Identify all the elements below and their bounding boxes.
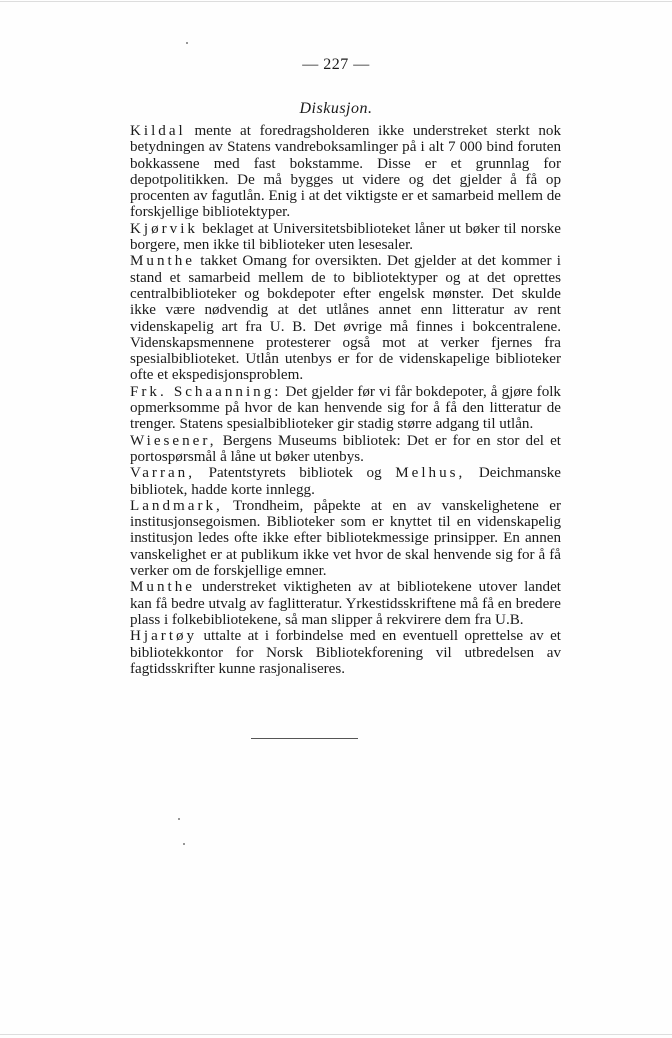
speaker-name: Hjartøy	[130, 628, 198, 645]
paragraph-text: understreket viktigheten av at bibliotekene utover landet kan få bedre utvalg av faglitteratur. Yrkestidsskriftene må få en bredere plass i folkebibliotekene, så man slipper å rekvirere dem fra U.B.	[130, 579, 561, 628]
speaker-name: Kildal	[130, 123, 186, 139]
paragraph-text: takket Omang for oversikten. Det gjelder at det kommer i stand et samarbeid mellem de to bibliotektyper og at det oprettes centralbiblioteker og bokdepoter efter engelsk mønster. Det skulde ikke være nødvendig at det utlånes annet enn litteratur av rent videnskapelig art fra U. B. Det øvrige må finnes i bokcentralene. Videnskapsmennene protesterer også mot at verker fjernes fra spesialbiblioteket. Utlån utenbys er for de videnskapelige biblioteker ofte et ekspedisjonsproblem.	[130, 253, 561, 384]
scan-speck	[183, 843, 185, 845]
scan-top-edge	[0, 1, 672, 2]
end-divider	[251, 738, 358, 739]
discussion-body	[112, 123, 561, 677]
speaker-name: Frk. Schaanning:	[130, 383, 282, 400]
paragraph	[112, 465, 561, 498]
paragraph-text: mente at foredragsholderen ikke understreket sterkt nok betydningen av Statens vandreboksamlinger på i alt 7 000 bind foruten bokkassene med fast bokstamme. Disse er et grunnlag for depotpolitikken. De må bygges ut videre og det gjelder å få op procenten av fagutlån. Enig i at det viktigste er et samarbeid mellem de forskjellige bibliotektyper.	[130, 123, 561, 221]
paragraph-text: Det gjelder før vi får bokdepoter, å gjøre folk opmerksomme på hvor de kan henvende sig for å få den litteratur de trenger. Statens spesialbiblioteker gir stadig større adgang til utlån.	[130, 383, 561, 433]
speaker-name: Kjørvik	[130, 220, 198, 237]
paragraph-text: beklaget at Universitetsbiblioteket låner ut bøker til norske borgere, men ikke til biblioteker uten lesesaler.	[130, 220, 561, 254]
paragraph-text: Bergens Museums bibliotek: Det er for en stor del et portospørsmål å låne ut bøker utenbys.	[130, 432, 561, 465]
scan-speck	[178, 818, 180, 820]
paragraph-text: uttalte at i forbindelse med en eventuell oprettelse av et bibliotekkontor for Norsk Bibliotekforening vil utbredelsen av fagtidsskrifter kunne rasjonaliseres.	[130, 628, 561, 677]
paragraph	[112, 221, 561, 254]
paragraph	[112, 123, 561, 221]
paragraph-text: Deichmanske bibliotek, hadde korte innlegg.	[130, 465, 562, 498]
paragraph	[112, 628, 561, 677]
speaker-name: Varran,	[130, 465, 195, 482]
paragraph	[112, 579, 561, 628]
paragraph	[112, 433, 561, 466]
scan-bottom-edge	[0, 1034, 672, 1035]
scan-speck	[186, 42, 188, 44]
speaker-name: Wiesener,	[130, 432, 217, 449]
speaker-name: Landmark,	[130, 497, 223, 514]
section-heading: Diskusjon.	[299, 100, 373, 117]
paragraph-text: Patentstyrets bibliotek og	[195, 465, 396, 482]
paragraph	[112, 384, 561, 433]
speaker-name: Munthe	[130, 579, 195, 596]
paragraph	[112, 253, 561, 383]
paragraph-text: Trondheim, påpekte at en av vanskelighetene er institusjonsegoismen. Biblioteker som er knyttet til en videnskapelig institusjon ledes ofte ikke efter bibliotekmessige prinsipper. En annen vanskelighet er at publikum ikke vet hvor de skal henvende sig for å få verker om de forskjellige emner.	[130, 497, 561, 580]
speaker-name: Munthe	[130, 253, 195, 270]
page-number: — 227 —	[302, 56, 370, 73]
paragraph	[112, 498, 561, 579]
speaker-name: Melhus,	[395, 465, 466, 482]
